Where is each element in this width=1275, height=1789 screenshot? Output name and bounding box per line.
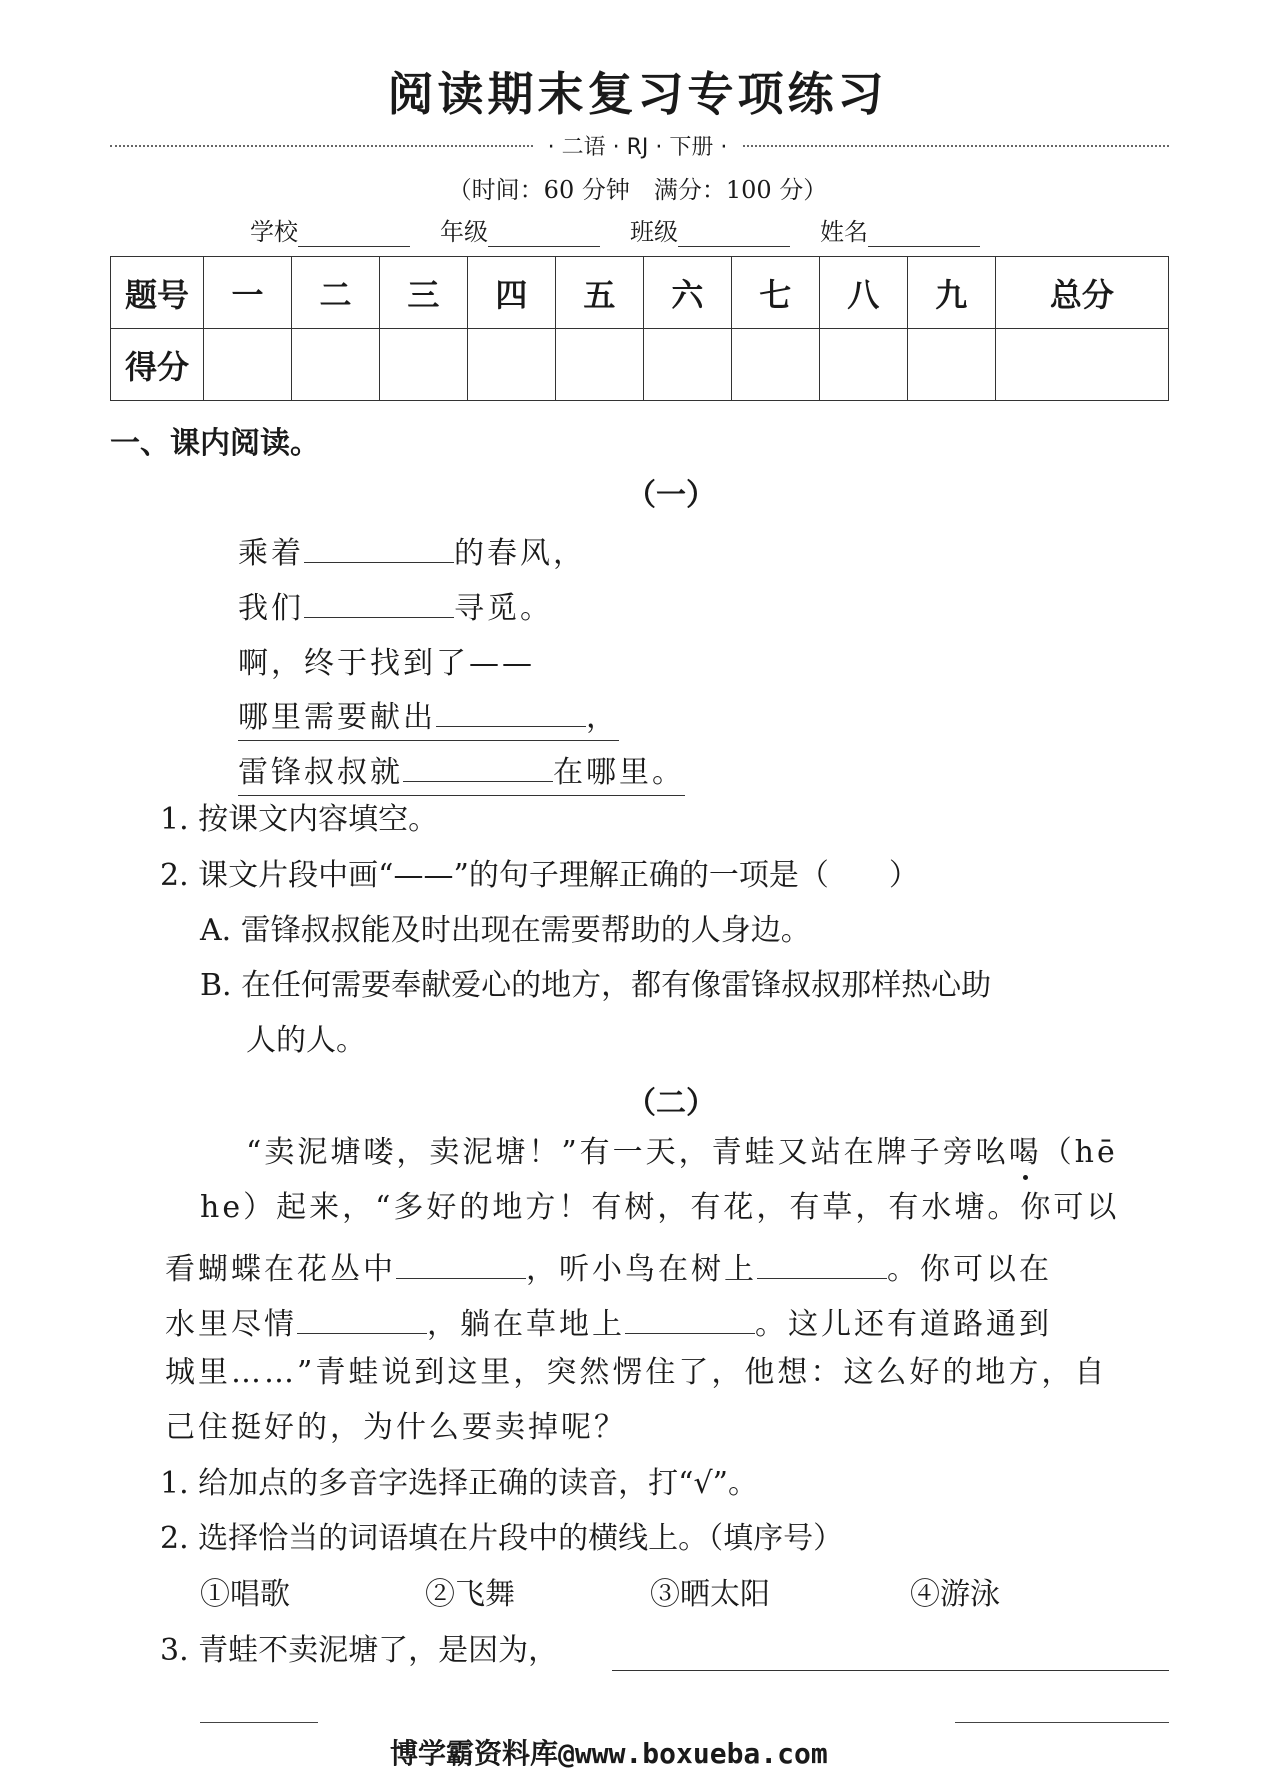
poem-text: 的春风， bbox=[454, 536, 586, 571]
passage-text: （hē bbox=[1041, 1135, 1118, 1170]
dotted-char: 喝 bbox=[1008, 1135, 1042, 1170]
question-2-1: 1. 给加点的多音字选择正确的读音，打“√”。 bbox=[160, 1466, 758, 1501]
passage-blank[interactable] bbox=[396, 1248, 526, 1279]
school-label: 学校 bbox=[250, 218, 298, 246]
answer-line[interactable] bbox=[612, 1670, 1169, 1671]
passage-line-2: he）起来，“多好的地方！有树，有花，有草，有水塘。你可以 bbox=[200, 1190, 1120, 1225]
choice-2: ②飞舞 bbox=[425, 1577, 515, 1612]
page-title: 阅读期末复习专项练习 bbox=[387, 67, 888, 121]
grade-field[interactable] bbox=[440, 212, 600, 247]
poem-text: 寻觅。 bbox=[454, 591, 553, 626]
passage-blank[interactable] bbox=[625, 1303, 755, 1334]
score-table-cell: 六 bbox=[643, 257, 731, 329]
subtitle-text: · 二语 · RJ · 下册 · bbox=[534, 135, 742, 160]
choice-3: ③晒太阳 bbox=[650, 1577, 770, 1612]
poem-line-1 bbox=[238, 528, 586, 572]
score-table-cell: 八 bbox=[819, 257, 907, 329]
footer-rule-right bbox=[955, 1722, 1169, 1723]
poem-blank[interactable] bbox=[403, 751, 553, 782]
poem-line-4 bbox=[238, 692, 619, 741]
passage-text: “卖泥塘喽，卖泥塘！”有一天，青蛙又站在牌子旁吆 bbox=[246, 1135, 1009, 1170]
footer-rule-left bbox=[200, 1722, 318, 1723]
option-b: B. 在任何需要奉献爱心的地方，都有像雷锋叔叔那样热心助 bbox=[200, 968, 992, 1003]
name-field[interactable] bbox=[820, 212, 980, 247]
score-table-cell: 总分 bbox=[995, 257, 1168, 329]
poem-text: 雷锋叔叔就 bbox=[238, 755, 403, 790]
passage-line-5: 城里……”青蛙说到这里，突然愣住了，他想：这么好的地方，自 bbox=[165, 1355, 1108, 1390]
passage-blank[interactable] bbox=[757, 1248, 887, 1279]
poem-text: ， bbox=[586, 700, 619, 735]
poem-line-2 bbox=[238, 583, 553, 627]
poem-text: 我们 bbox=[238, 591, 304, 626]
school-blank[interactable] bbox=[298, 220, 410, 247]
poem-blank[interactable] bbox=[304, 532, 454, 563]
passage-line-4 bbox=[165, 1303, 1052, 1340]
choice-1: ①唱歌 bbox=[200, 1577, 290, 1612]
section-heading: 一、课内阅读。 bbox=[110, 426, 320, 461]
passage-text: 。这儿还有道路通到 bbox=[755, 1307, 1052, 1342]
poem-text: 乘着 bbox=[238, 536, 304, 571]
school-field[interactable] bbox=[250, 212, 410, 247]
poem-blank[interactable] bbox=[304, 587, 454, 618]
passage-text: 看蝴蝶在花丛中 bbox=[165, 1252, 396, 1287]
score-table-cell: 五 bbox=[555, 257, 643, 329]
score-input-cell[interactable] bbox=[907, 329, 995, 401]
score-table bbox=[110, 256, 1169, 401]
passage-line-3 bbox=[165, 1248, 1052, 1285]
score-input-cell[interactable] bbox=[819, 329, 907, 401]
score-table-cell: 二 bbox=[291, 257, 379, 329]
score-input-cell[interactable] bbox=[731, 329, 819, 401]
passage-line-1 bbox=[246, 1135, 1118, 1170]
choice-4: ④游泳 bbox=[910, 1577, 1000, 1612]
grade-blank[interactable] bbox=[488, 220, 600, 247]
part2-heading: （二） bbox=[626, 1086, 716, 1121]
footer-watermark: 博学霸资料库@www.boxueba.com bbox=[390, 1737, 828, 1770]
option-a: A. 雷锋叔叔能及时出现在需要帮助的人身边。 bbox=[200, 913, 811, 948]
score-input-cell[interactable] bbox=[379, 329, 467, 401]
subtitle bbox=[0, 130, 1275, 161]
score-input-cell[interactable] bbox=[467, 329, 555, 401]
class-label: 班级 bbox=[630, 218, 678, 246]
student-info-fields bbox=[250, 212, 1050, 247]
poem-text: 在哪里。 bbox=[553, 755, 685, 790]
score-table-cell: 一 bbox=[204, 257, 292, 329]
class-blank[interactable] bbox=[678, 220, 790, 247]
score-table-score-row bbox=[111, 329, 1169, 401]
grade-label: 年级 bbox=[440, 218, 488, 246]
score-row-label: 得分 bbox=[111, 329, 204, 401]
score-input-cell[interactable] bbox=[204, 329, 292, 401]
passage-line-6: 己住挺好的，为什么要卖掉呢？ bbox=[165, 1410, 627, 1445]
part1-heading: （一） bbox=[626, 478, 716, 513]
score-input-cell[interactable] bbox=[291, 329, 379, 401]
passage-blank[interactable] bbox=[297, 1303, 427, 1334]
option-b-cont: 人的人。 bbox=[246, 1023, 366, 1058]
passage-text: ，听小鸟在树上 bbox=[526, 1252, 757, 1287]
poem-line-5 bbox=[238, 747, 685, 796]
passage-text: ，躺在草地上 bbox=[427, 1307, 625, 1342]
score-table-header-row bbox=[111, 257, 1169, 329]
poem-blank[interactable] bbox=[436, 696, 586, 727]
time-info: （时间：60 分钟 满分：100 分） bbox=[447, 176, 828, 204]
question-2-2: 2. 选择恰当的词语填在片段中的横线上。（填序号） bbox=[160, 1521, 844, 1556]
class-field[interactable] bbox=[630, 212, 790, 247]
score-input-cell[interactable] bbox=[995, 329, 1168, 401]
question-1-2: 2. 课文片段中画“——”的句子理解正确的一项是（ ） bbox=[160, 858, 919, 893]
name-label: 姓名 bbox=[820, 218, 868, 246]
score-table-cell: 题号 bbox=[111, 257, 204, 329]
score-table-cell: 七 bbox=[731, 257, 819, 329]
score-table-cell: 三 bbox=[379, 257, 467, 329]
poem-line-3: 啊，终于找到了—— bbox=[238, 646, 535, 681]
passage-text: 水里尽情 bbox=[165, 1307, 297, 1342]
passage-text: 。你可以在 bbox=[887, 1252, 1052, 1287]
score-input-cell[interactable] bbox=[643, 329, 731, 401]
score-input-cell[interactable] bbox=[555, 329, 643, 401]
name-blank[interactable] bbox=[868, 220, 980, 247]
question-2-3: 3. 青蛙不卖泥塘了，是因为， bbox=[160, 1633, 559, 1668]
poem-text: 哪里需要献出 bbox=[238, 700, 436, 735]
score-table-cell: 四 bbox=[467, 257, 555, 329]
question-1-1: 1. 按课文内容填空。 bbox=[160, 802, 439, 837]
score-table-cell: 九 bbox=[907, 257, 995, 329]
